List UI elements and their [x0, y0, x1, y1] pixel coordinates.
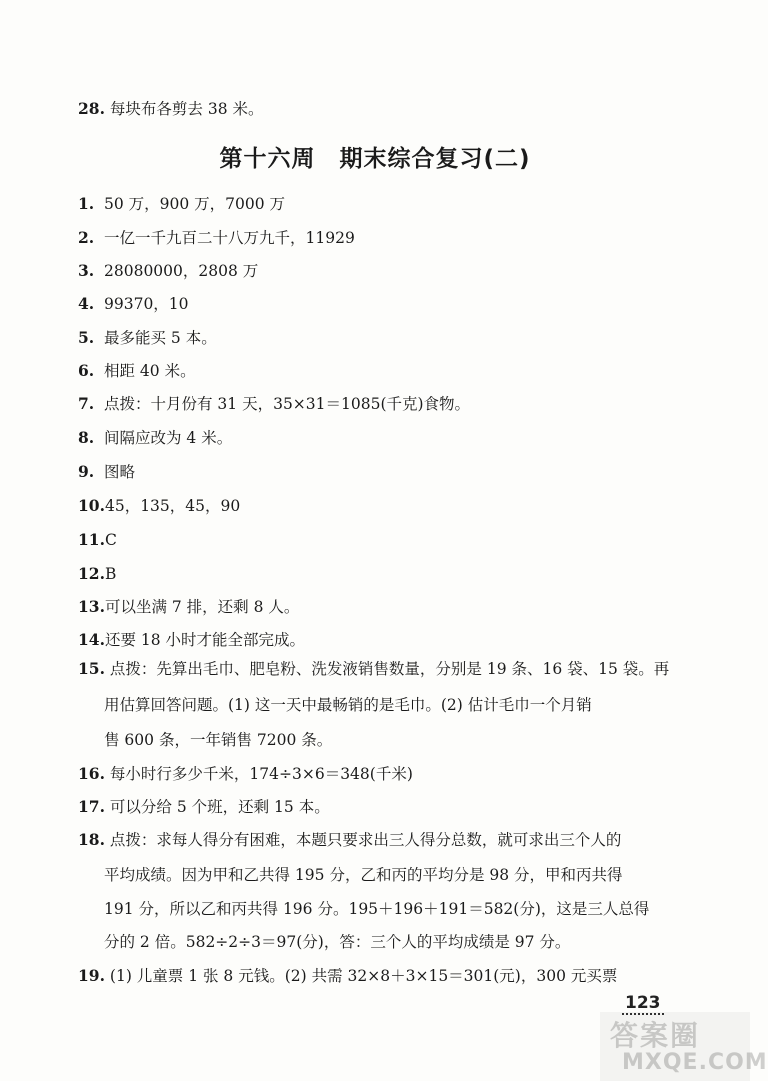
item-text: 28080000，2808 万	[104, 262, 259, 280]
answer-line	[78, 193, 690, 215]
answer-line	[78, 495, 690, 517]
answer-line	[78, 796, 690, 818]
continuation-line: 191 分，所以乙和丙共得 196 分。195＋196＋191＝582(分)，这是三人总得	[104, 900, 650, 918]
item-number: 2.	[78, 228, 95, 247]
item-number: 13.	[78, 597, 105, 616]
item-number: 6.	[78, 361, 95, 380]
item-number: 19.	[78, 966, 105, 985]
item-text: C	[104, 531, 117, 549]
item-text: 45，135，45，90	[104, 497, 241, 515]
answer-line	[78, 427, 690, 449]
item-number: 14.	[78, 630, 105, 649]
answer-line	[78, 596, 690, 618]
answer-line	[78, 360, 690, 382]
item-text: 每块布各剪去 38 米。	[109, 100, 264, 118]
item-text: 点拨：求每人得分有困难，本题只要求出三人得分总数，就可求出三个人的	[109, 831, 622, 849]
answer-line	[78, 393, 690, 415]
answer-line	[78, 327, 690, 349]
item-number: 7.	[78, 394, 95, 413]
item-text: 最多能买 5 本。	[104, 329, 217, 347]
item-text: 一亿一千九百二十八万九千，11929	[104, 229, 355, 247]
answer-line	[78, 965, 690, 987]
item-text: 图略	[104, 463, 136, 481]
watermark-brand: 答案圈	[610, 1019, 701, 1052]
item-number: 16.	[78, 764, 105, 783]
item-text: 相距 40 米。	[104, 362, 196, 380]
answer-line	[78, 829, 690, 851]
item-text: 99370，10	[104, 295, 189, 313]
item-number: 15.	[78, 659, 105, 678]
item-text: 点拨：先算出毛巾、肥皂粉、洗发液销售数量，分别是 19 条、16 袋、15 袋。再	[109, 660, 670, 678]
answer-line	[78, 529, 690, 551]
answer-line	[78, 293, 690, 315]
item-text: 每小时行多少千米，174÷3×6＝348(千米)	[109, 765, 413, 783]
item-number: 1.	[78, 194, 95, 213]
continuation-line: 用估算回答问题。(1) 这一天中最畅销的是毛巾。(2) 估计毛巾一个月销	[104, 696, 592, 714]
answer-line	[78, 260, 690, 282]
item-number: 10.	[78, 496, 105, 515]
continuation-line: 平均成绩。因为甲和乙共得 195 分，乙和丙的平均分是 98 分，甲和丙共得	[104, 866, 623, 884]
watermark-logo	[600, 1012, 768, 1081]
answer-line	[78, 227, 690, 249]
continuation-line: 分的 2 倍。582÷2÷3＝97(分)，答：三个人的平均成绩是 97 分。	[104, 933, 571, 951]
item-number: 17.	[78, 797, 105, 816]
item-number: 9.	[78, 462, 95, 481]
item-number: 28.	[78, 99, 105, 118]
answer-line	[78, 98, 690, 120]
answer-line	[78, 629, 690, 651]
answer-line	[78, 461, 690, 483]
item-text: B	[104, 565, 117, 583]
item-number: 5.	[78, 328, 95, 347]
item-text: 可以分给 5 个班，还剩 15 本。	[109, 798, 330, 816]
item-text: 50 万，900 万，7000 万	[104, 195, 286, 213]
continuation-line: 售 600 条，一年销售 7200 条。	[104, 731, 333, 749]
section-title: 第十六周 期末综合复习(二)	[219, 146, 531, 172]
item-number: 8.	[78, 428, 95, 447]
item-text: 点拨：十月份有 31 天，35×31＝1085(千克)食物。	[104, 395, 471, 413]
page-number: 123	[622, 993, 664, 1015]
item-number: 12.	[78, 564, 105, 583]
item-text: 可以坐满 7 排，还剩 8 人。	[104, 598, 300, 616]
watermark-url: MXQE.COM	[622, 1050, 768, 1075]
item-text: 间隔应改为 4 米。	[104, 429, 233, 447]
item-number: 4.	[78, 294, 95, 313]
answer-line	[78, 563, 690, 585]
answer-line	[78, 763, 690, 785]
item-number: 11.	[78, 530, 105, 549]
item-text: (1) 儿童票 1 张 8 元钱。(2) 共需 32×8＋3×15＝301(元)，300 元买票	[109, 967, 618, 985]
answer-line	[78, 658, 690, 680]
item-number: 18.	[78, 830, 105, 849]
item-text: 还要 18 小时才能全部完成。	[104, 631, 306, 649]
item-number: 3.	[78, 261, 95, 280]
